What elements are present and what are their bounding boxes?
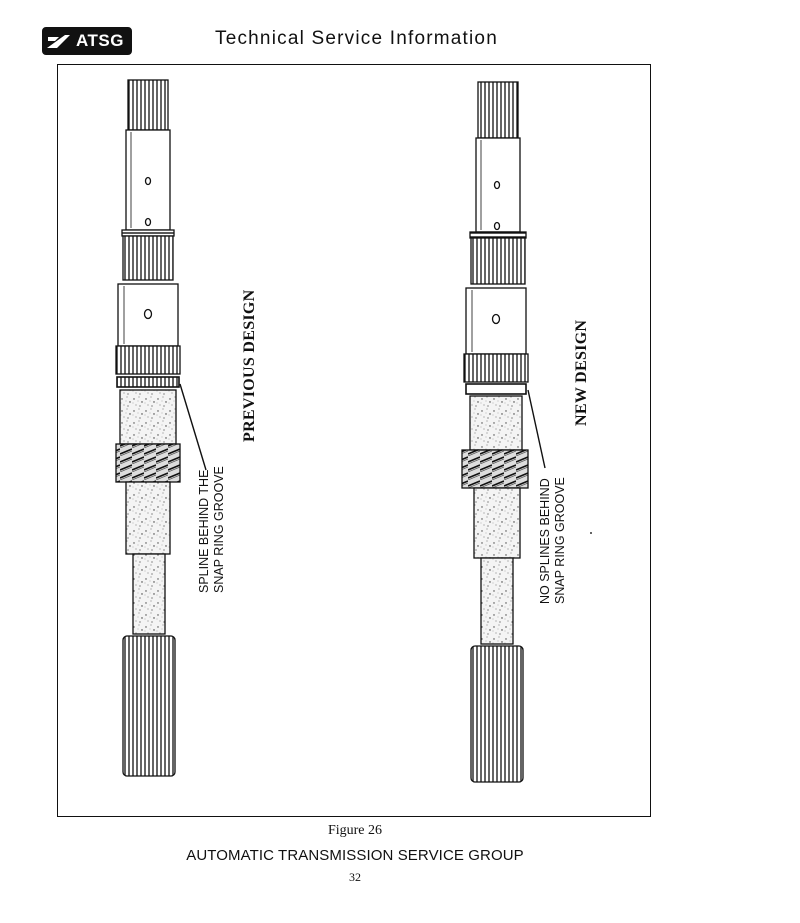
bottom-spline	[471, 646, 523, 782]
right-callout-line: SNAP RING GROOVE	[553, 477, 567, 604]
organization-name: AUTOMATIC TRANSMISSION SERVICE GROUP	[186, 847, 524, 864]
shaft-body	[481, 558, 513, 644]
oil-hole	[493, 315, 500, 324]
speck	[590, 532, 592, 534]
oil-hole	[146, 178, 151, 185]
snap-ring-groove-spline	[117, 377, 179, 387]
oil-hole	[495, 223, 500, 230]
logo-text: ATSG	[76, 31, 124, 50]
page-number: 32	[349, 870, 361, 884]
thread-section	[462, 450, 528, 488]
shaft-body	[133, 554, 165, 634]
previous-design-label: PREVIOUS DESIGN	[241, 289, 258, 442]
shaft-body	[474, 488, 520, 558]
left-callout-line: SPLINE BEHIND THE	[197, 469, 211, 593]
middle-spline	[464, 354, 528, 382]
page-header-title: Technical Service Information	[215, 28, 498, 49]
shaft-body	[470, 396, 522, 450]
right-callout-leader	[528, 390, 545, 468]
upper-spline	[471, 238, 525, 284]
top-spline	[478, 82, 518, 138]
snap-ring-groove	[466, 384, 526, 394]
oil-hole	[146, 219, 151, 226]
oil-hole	[145, 310, 152, 319]
bottom-spline	[123, 636, 175, 776]
left-callout-line: SNAP RING GROOVE	[212, 466, 226, 593]
thread-section	[116, 444, 180, 482]
oil-hole	[495, 182, 500, 189]
middle-spline	[116, 346, 180, 374]
new-design-label: NEW DESIGN	[573, 319, 590, 426]
upper-spline	[123, 236, 173, 280]
shaft-previous-design	[116, 80, 180, 776]
right-callout-text	[538, 477, 568, 604]
shaft-new-design	[462, 82, 528, 782]
left-callout-leader	[180, 384, 206, 470]
top-spline	[128, 80, 168, 130]
shaft-body	[120, 390, 176, 444]
figure-caption: Figure 26	[327, 823, 383, 838]
shaft-body	[126, 482, 170, 554]
left-callout-text	[197, 466, 227, 593]
right-callout-line: NO SPLINES BEHIND	[538, 478, 552, 604]
